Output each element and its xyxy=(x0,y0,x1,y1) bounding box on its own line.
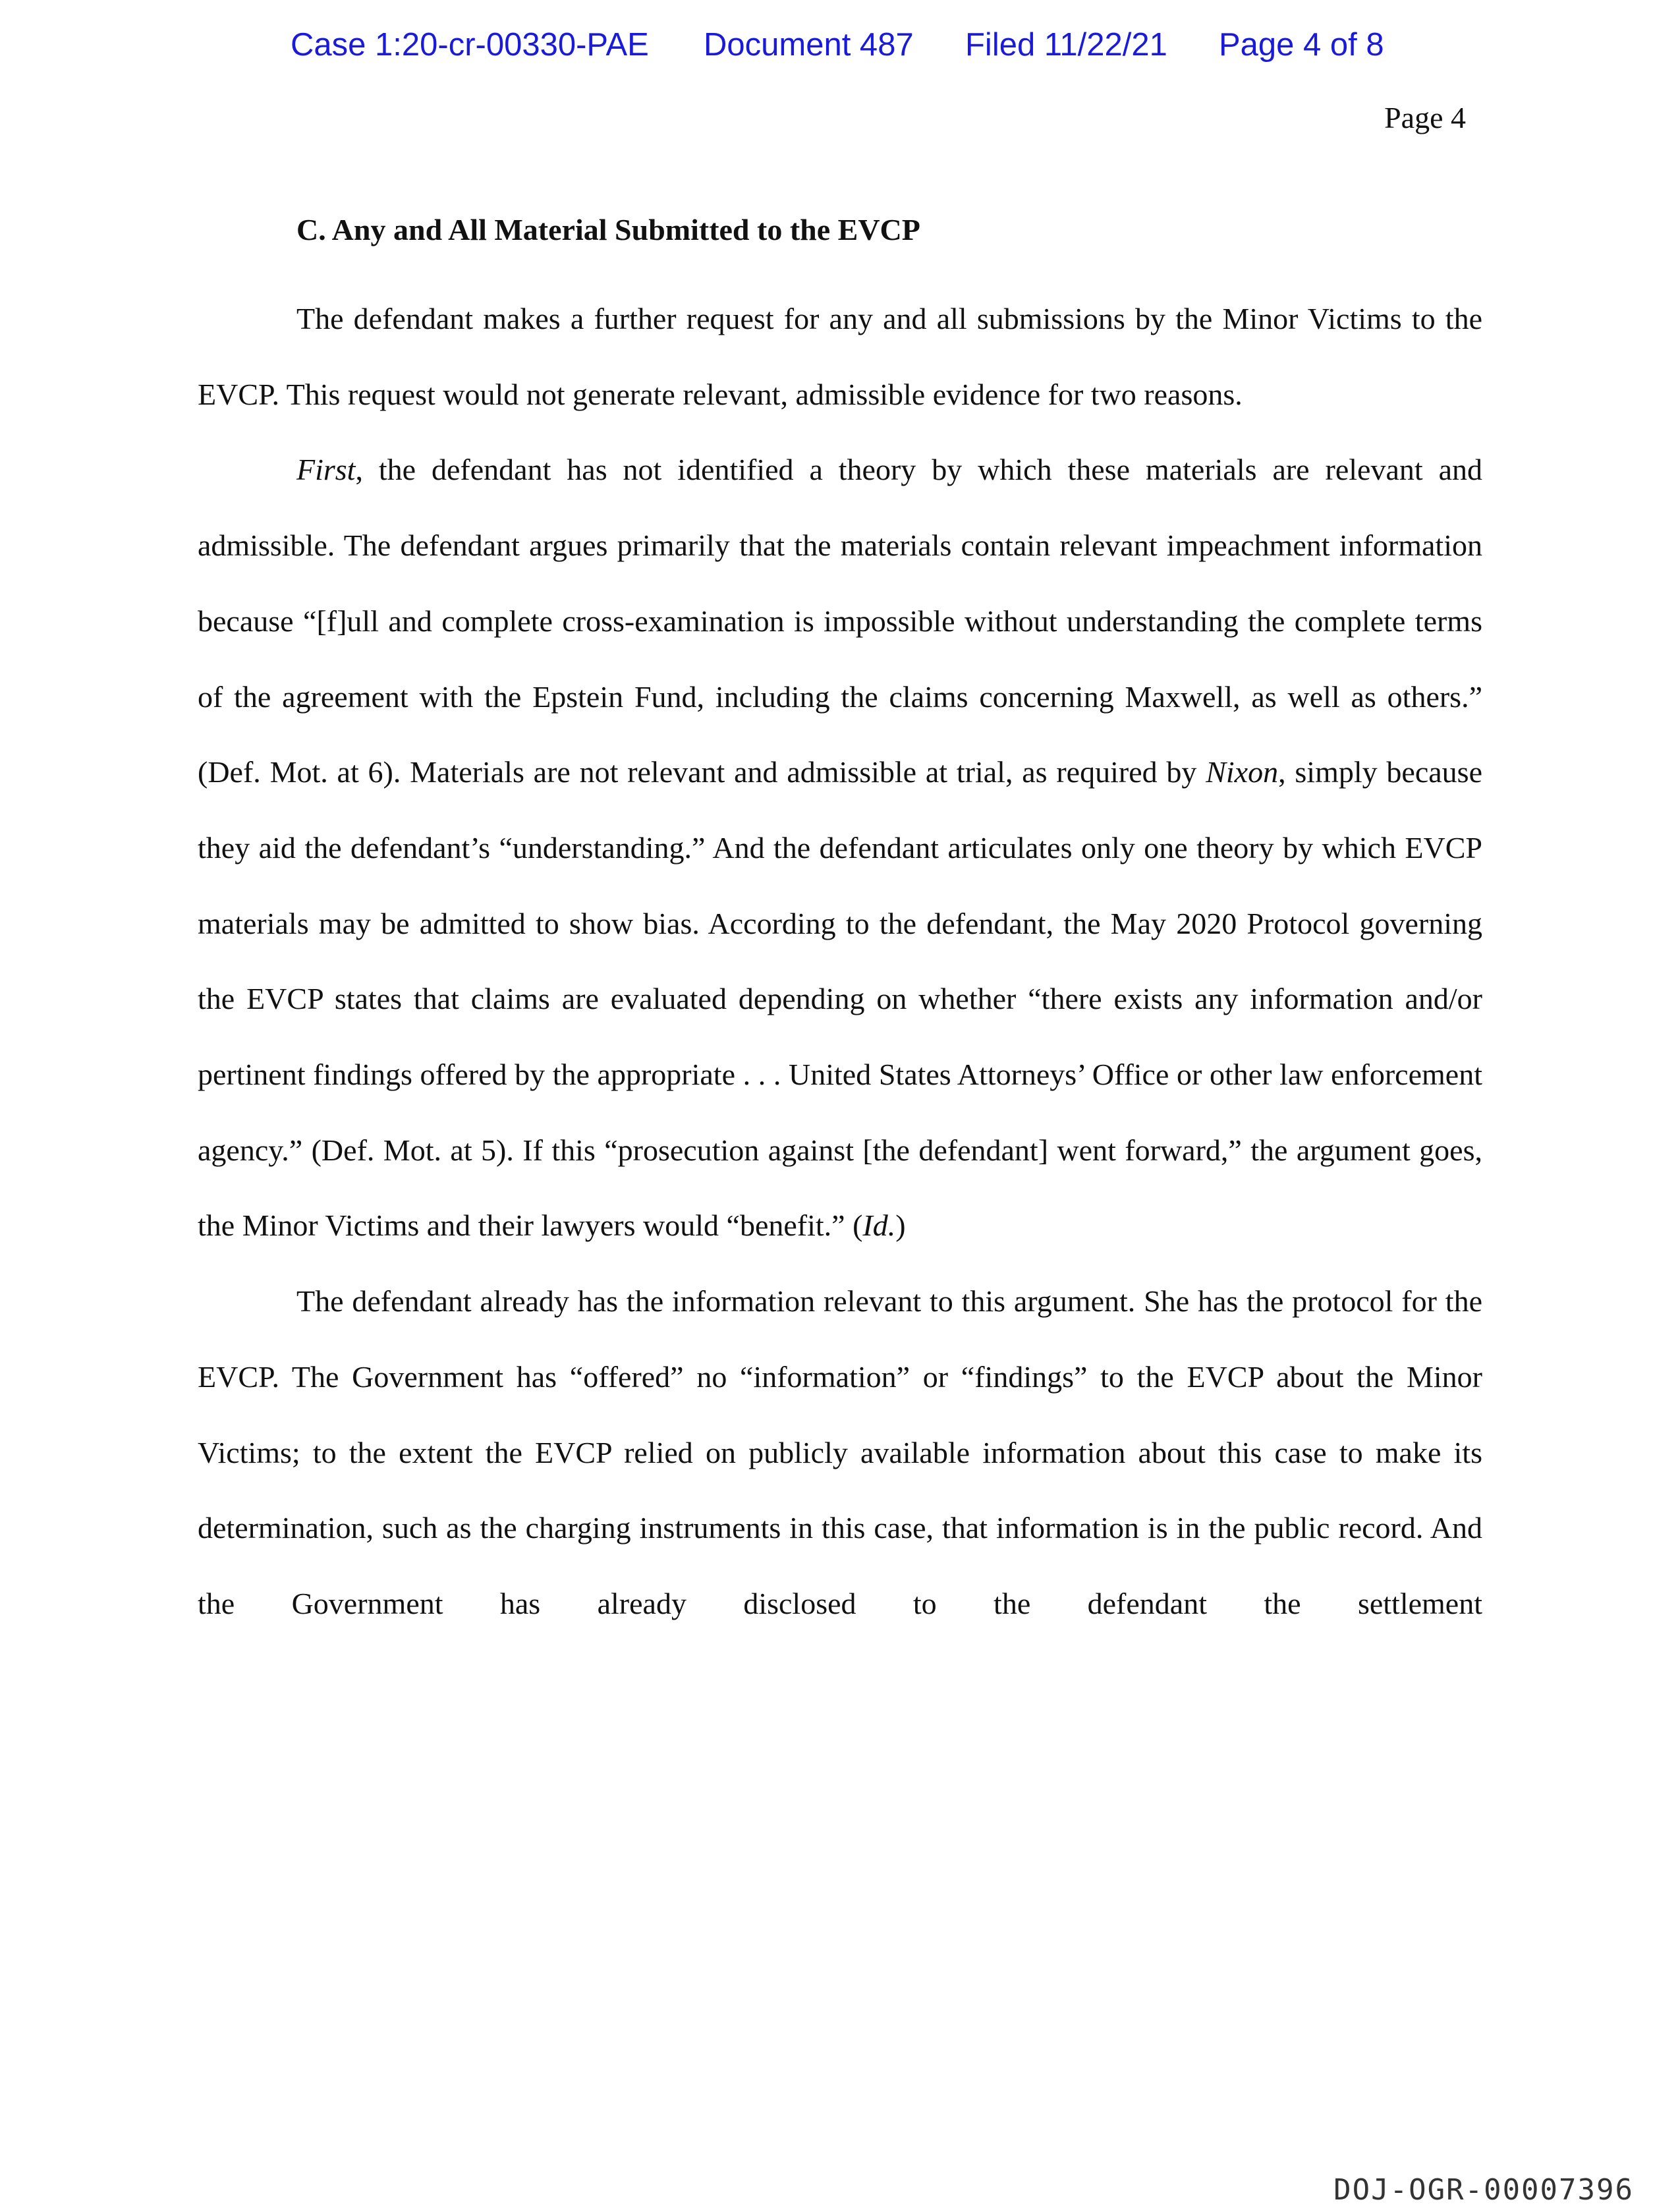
italic-first: First xyxy=(296,453,356,487)
filed-date: Filed 11/22/21 xyxy=(965,27,1167,63)
paragraph-3: The defendant already has the information relevant to this argument. She has the protocol for the EVCP. The Government has “offered” no “information” or “findings” to the EVCP about the Minor Victims; to the extent the EVCP relied on publicly available information about this case to make its determination, such as the charging instruments in this case, that information is in the public record. And the Government has already disclosed to the defendant the settlement xyxy=(198,1284,1482,1620)
italic-id: Id. xyxy=(862,1208,896,1243)
ecf-header xyxy=(0,26,1680,72)
paragraph-2 xyxy=(198,432,1482,1264)
page-label: Page 4 xyxy=(1384,101,1466,134)
italic-nixon: Nixon xyxy=(1206,755,1279,789)
paragraph-2-text-b: , simply because they aid the defendant’s “understanding.” And the defendant articulates only one theory by which EVCP materials may be admitted to show bias. According to the defendant, the May 2020 Protocol governing the EVCP states that claims are evaluated depending on whether “there exists any information and/or pertinent findings offered by the appropriate . . . United States Attorneys’ Office or other law enforcement agency.” (Def. Mot. at 5). If this “prosecution against [the defendant] went forward,” the argument goes, the Minor Victims and their lawyers would “benefit.” ( xyxy=(198,755,1482,1243)
body-text xyxy=(198,281,1482,1642)
page-count: Page 4 of 8 xyxy=(1219,27,1384,63)
paragraph-1: The defendant makes a further request for any and all submissions by the Minor Victims to the EVCP. This request would not generate relevant, admissible evidence for two reasons. xyxy=(198,302,1482,411)
bates-number: DOJ-OGR-00007396 xyxy=(1333,2173,1634,2207)
paragraph-2-text-a: , the defendant has not identified a theory by which these materials are relevant and admissible. The defendant argues primarily that the materials contain relevant impeachment information because “[f]ull and complete cross-examination is impossible without understanding the complete terms of the agreement with the Epstein Fund, including the claims concerning Maxwell, as well as others.” (Def. Mot. at 6). Materials are not relevant and admissible at trial, as required by xyxy=(198,453,1482,789)
paragraph-2-text-c: ) xyxy=(895,1208,906,1243)
document-number: Document 487 xyxy=(704,27,914,63)
section-heading: C. Any and All Material Submitted to the EVCP xyxy=(296,213,920,246)
case-number: Case 1:20-cr-00330-PAE xyxy=(291,27,649,63)
